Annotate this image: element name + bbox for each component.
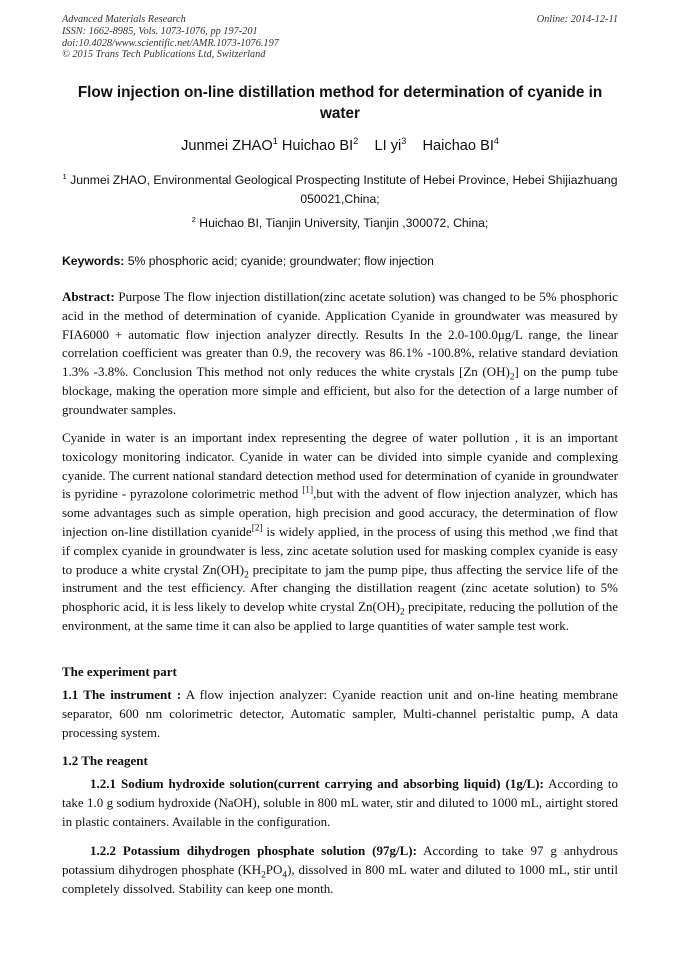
author-sup: 4	[493, 136, 499, 147]
keywords-label: Keywords:	[62, 254, 125, 268]
introduction-paragraph	[62, 429, 618, 636]
subsection-label: 1.1 The instrument :	[62, 687, 182, 702]
affiliation-text: Huichao BI, Tianjin University, Tianjin ,300072, China;	[199, 216, 489, 230]
journal-header	[62, 14, 618, 61]
abstract	[62, 288, 618, 420]
subsection-heading: 1.2 The reagent	[62, 753, 148, 768]
author-sup: 3	[401, 136, 407, 147]
journal-name: Advanced Materials Research	[62, 14, 186, 25]
subscript: 2	[509, 372, 515, 383]
author-name: Junmei ZHAO	[181, 138, 273, 154]
keywords	[62, 252, 618, 270]
citation-ref[interactable]: [2]	[251, 523, 263, 534]
abstract-text: ] on the pump tube blockage, making the operation more simple and efficient, but also for the detection of a large number of groundwater samples.	[62, 364, 618, 417]
abstract-text: Purpose The flow injection distillation(zinc acetate solution) was changed to be 5% phosphoric acid in the method of determination of cyanide. Application Cyanide in groundwater was measured by FIA6000 + automatic flow injection analyzer directly. Results In the 2.0-100.0μg/L range, the linear correlation coefficient was greater than 0.9, the recovery was 86.1% -100.8%, relative standard deviation 1.3% -3.8%. Conclusion This method not only reduces the white crystals [Zn (OH)	[62, 289, 618, 380]
affiliation-sup: 2	[191, 214, 196, 224]
reagent-text: ), dissolved in 800 mL water and diluted to 1000 mL, stir until completely dissolved. Stability can keep one month.	[62, 861, 618, 896]
intro-text: is widely applied, in the process of using this method ,we find that if complex cyanide in groundwater is less, zinc acetate solution used for masking complex cyanide is easy to produce a white crystal Zn(OH)	[62, 523, 618, 577]
keywords-text: 5% phosphoric acid; cyanide; groundwater; flow injection	[127, 254, 434, 268]
intro-text: ,but with the advent of flow injection analyzer, which has some advantages such as simple operation, high precision and good accuracy, the determination of flow injection on-line distillation cyanide	[62, 486, 618, 539]
instrument-text: A flow injection analyzer: Cyanide reaction unit and on-line heating membrane separator, 600 nm colorimetric detector, Automatic sampler, Multi-channel peristaltic pump, A data processing system.	[62, 687, 619, 740]
subscript: 2	[244, 570, 249, 581]
online-date: Online: 2014-12-11	[536, 14, 618, 25]
reagent-121-paragraph	[62, 775, 618, 831]
reagent-text: According to take 1.0 g sodium hydroxide (NaOH), soluble in 800 mL water, stir and diluted to 1000 mL, airtight stored in plastic containers. Available in the configuration.	[62, 776, 619, 829]
paper-title: Flow injection on-line distillation method for determination of cyanide in water	[77, 84, 603, 122]
author-name: Huichao BI	[281, 138, 354, 154]
intro-text: Cyanide in water is an important index representing the degree of water pollution , it is an important toxicology monitoring indicator. Cyanide in water can be divided into simple cyanide and complexing cyanide. The current national standard detection method used for determination of cyanide in groundwater is pyridine - pyrazolone colorimetric method	[62, 430, 618, 502]
affiliation-sup: 1	[62, 171, 67, 181]
intro-text: precipitate to jam the pump pipe, thus affecting the service life of the instrument and the test efficiency. After changing the distillation reagent (zinc acetate solution) to 5% phosphoric acid, it is less likely to develop white crystal Zn(OH)	[62, 561, 618, 615]
affiliation-1	[62, 171, 618, 209]
affiliation-2	[62, 214, 618, 233]
abstract-label: Abstract:	[62, 289, 115, 304]
doi-line: doi:10.4028/www.scientific.net/AMR.1073-1076.197	[62, 37, 279, 49]
author-list	[62, 136, 618, 156]
reagent-text: According to take 97 g anhydrous potassium dihydrogen phosphate (KH	[62, 843, 618, 877]
reagent-text: PO	[265, 861, 283, 877]
subscript: 2	[261, 870, 266, 881]
citation-ref[interactable]: [1]	[302, 486, 314, 497]
reagent-122-paragraph	[62, 842, 618, 898]
subsection-label: 1.2.2 Potassium dihydrogen phosphate solution (97g/L):	[90, 843, 417, 858]
intro-text: precipitate, reducing the pollution of the environment, at the same time it can also be applied to large quantities of water sample test work.	[62, 599, 618, 633]
author-name: LI yi	[374, 138, 402, 154]
author-sup: 1	[272, 136, 278, 147]
subscript: 2	[400, 607, 405, 618]
issn-line: ISSN: 1662-8985, Vols. 1073-1076, pp 197-201	[62, 25, 258, 37]
subsection-label: 1.2.1 Sodium hydroxide solution(current carrying and absorbing liquid) (1g/L):	[90, 776, 544, 791]
author-name: Haichao BI	[422, 138, 494, 154]
subscript: 4	[282, 870, 288, 881]
author-sup: 2	[353, 136, 359, 147]
copyright-line: © 2015 Trans Tech Publications Ltd, Switzerland	[62, 49, 266, 61]
affiliation-text: Junmei ZHAO, Environmental Geological Prospecting Institute of Hebei Province, Hebei Shijiazhuang 050021,China;	[70, 173, 618, 206]
instrument-paragraph	[62, 686, 618, 742]
section-heading: The experiment part	[62, 664, 177, 679]
